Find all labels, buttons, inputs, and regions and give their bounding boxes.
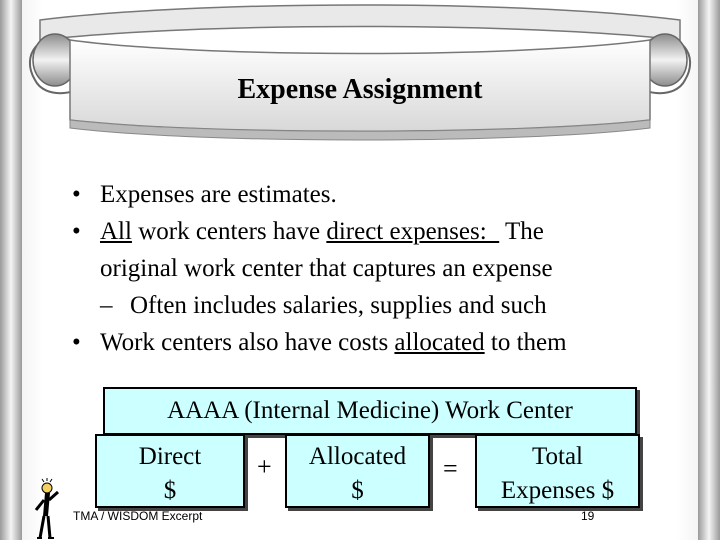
bullet-text: to them — [484, 329, 567, 356]
direct-currency: $ — [163, 477, 177, 504]
sub-bullet-item — [72, 287, 672, 324]
underlined-text: All — [100, 218, 132, 245]
bullet-text: Work centers also have costs — [100, 329, 395, 356]
bullet-text: The — [499, 218, 544, 245]
slide-title: Expense Assignment — [237, 74, 483, 105]
sub-bullet-marker: – — [100, 292, 113, 319]
page-number: 19 — [581, 509, 595, 523]
stick-figure-icon — [30, 478, 64, 540]
bullet-item — [72, 176, 672, 213]
bullet-marker: • — [72, 181, 81, 208]
footer-text: TMA / WISDOM Excerpt — [73, 509, 203, 523]
bullet-text: work centers have — [131, 218, 327, 245]
bullet-list — [72, 176, 672, 361]
bullet-continuation — [72, 250, 672, 287]
plus-operator: + — [257, 452, 272, 481]
allocated-currency: $ — [351, 477, 364, 504]
total-label: Total — [531, 443, 583, 470]
bullet-text: original work center that captures an expense — [100, 255, 553, 282]
bullet-item — [72, 324, 672, 361]
total-expenses-label: Expenses $ — [500, 477, 615, 504]
direct-label: Direct — [138, 443, 202, 470]
work-center-header-box: AAAA (Internal Medicine) Work Center — [103, 387, 637, 435]
bullet-marker: • — [72, 218, 81, 245]
underlined-text: direct expenses: — [326, 218, 500, 245]
bullet-text: Expenses are estimates. — [100, 181, 337, 208]
total-expense-box — [475, 434, 640, 508]
underlined-text: allocated — [394, 329, 485, 356]
sub-bullet-text: Often includes salaries, supplies and such — [130, 292, 547, 319]
bullet-item — [72, 213, 672, 250]
allocated-expense-box — [285, 434, 430, 508]
bullet-marker: • — [72, 329, 81, 356]
direct-expense-box — [95, 434, 245, 508]
allocated-label: Allocated — [308, 443, 407, 470]
equals-operator: = — [443, 454, 458, 483]
